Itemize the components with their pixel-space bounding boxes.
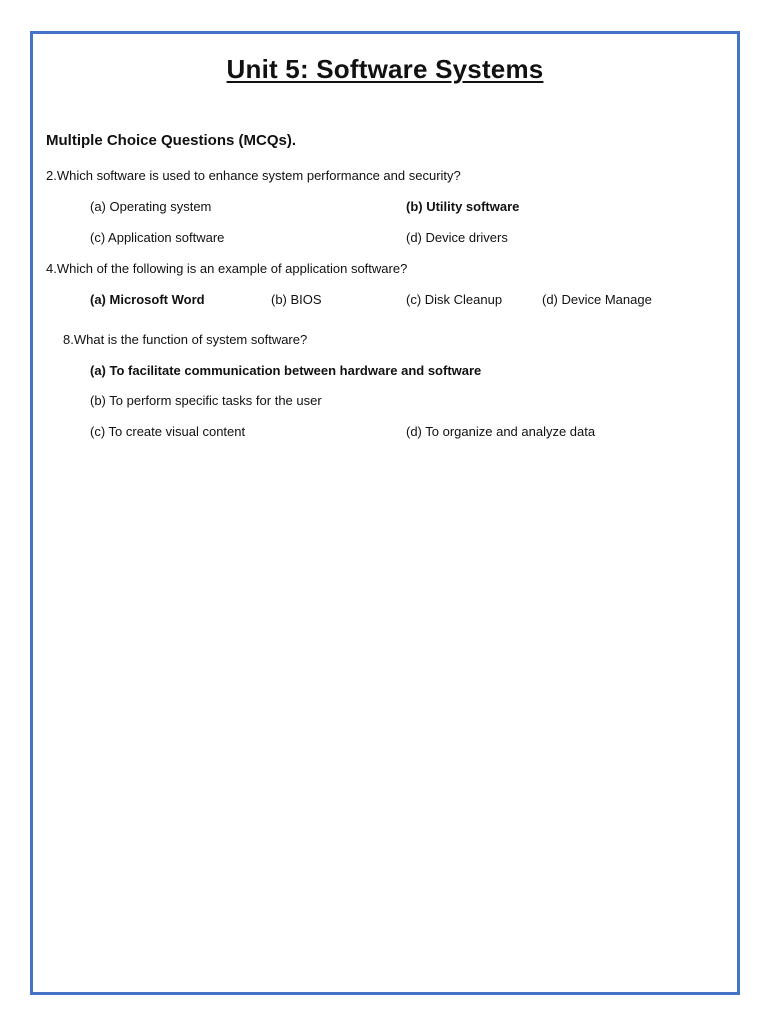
question-4-option-d: (d) Device Manage [542,292,652,307]
question-2-option-d: (d) Device drivers [406,230,508,245]
question-8-text: 8.What is the function of system software? [63,332,308,347]
question-2-text: 2.Which software is used to enhance system performance and security? [46,168,461,183]
question-4-option-a-answer: (a) Microsoft Word [90,292,205,307]
document-title: Unit 5: Software Systems [226,54,544,84]
question-8-option-c: (c) To create visual content [90,424,246,439]
page-frame [30,31,740,995]
question-2-option-c: (c) Application software [90,230,225,245]
question-4-text: 4.Which of the following is an example of application software? [46,261,408,276]
question-8-option-b: (b) To perform specific tasks for the user [90,393,322,408]
question-4-option-c: (c) Disk Cleanup [406,292,503,307]
question-2-option-a: (a) Operating system [90,199,212,214]
question-4-option-b: (b) BIOS [271,292,322,307]
question-2-option-b-answer: (b) Utility software [406,199,520,214]
question-8-option-d: (d) To organize and analyze data [406,424,596,439]
section-heading: Multiple Choice Questions (MCQs). [46,132,297,149]
question-8-option-a-answer: (a) To facilitate communication between hardware and software [90,363,482,378]
